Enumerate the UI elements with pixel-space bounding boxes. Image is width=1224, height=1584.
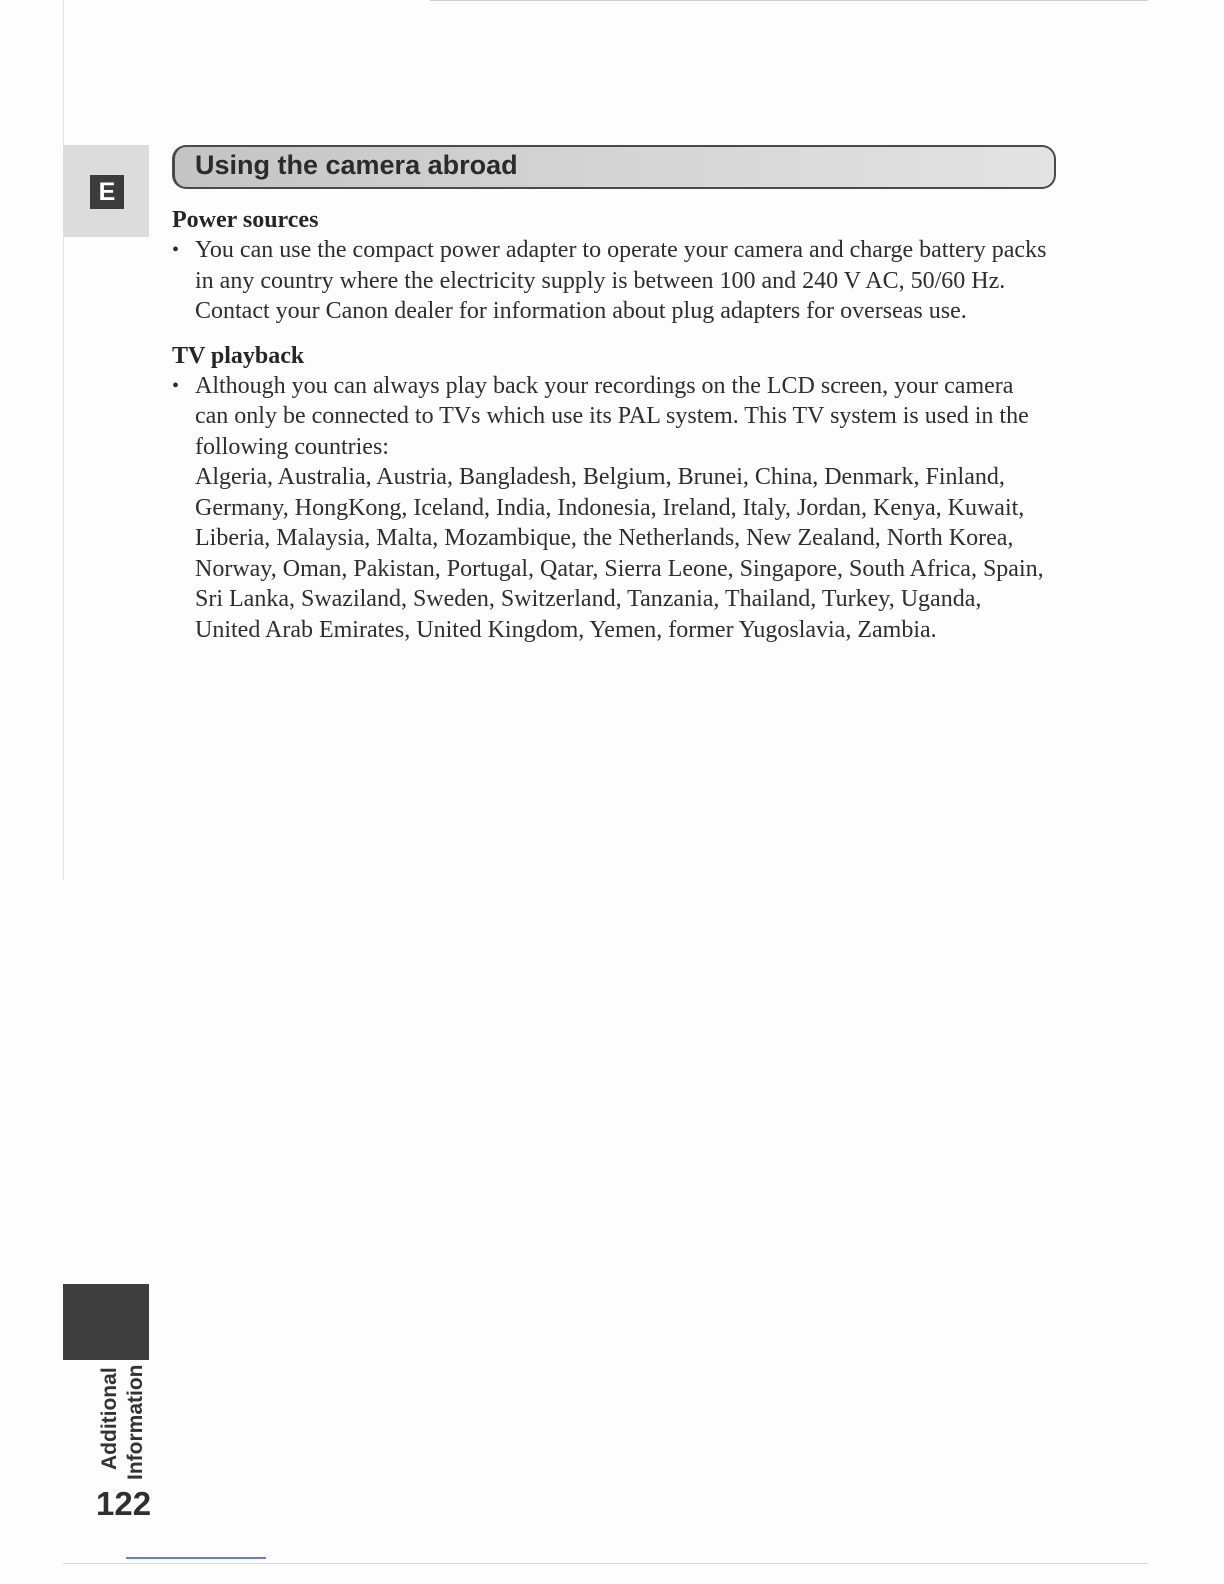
bottom-accent-rule xyxy=(126,1557,266,1559)
bottom-rule xyxy=(63,1563,1148,1564)
bullet-item xyxy=(172,235,1052,327)
bullet-icon: • xyxy=(172,239,180,261)
bullet-icon: • xyxy=(172,374,180,397)
chapter-label-line1: Additional xyxy=(98,1367,121,1470)
bullet-item xyxy=(172,371,1052,646)
section-title: Power sources xyxy=(172,207,319,233)
page-number: 122 xyxy=(96,1485,152,1522)
chapter-label-line2: Information xyxy=(124,1364,147,1480)
main-content xyxy=(172,205,1052,645)
chapter-tab xyxy=(63,1284,149,1360)
page-title: Using the camera abroad xyxy=(195,150,518,180)
top-rule xyxy=(430,0,1148,1)
section-power-sources xyxy=(172,205,1052,327)
section-title: TV playback xyxy=(172,342,305,369)
language-letter-badge: E xyxy=(90,175,124,209)
bullet-text: Although you can always play back your recordings on the LCD screen, your camera can only be connected to TVs which use its PAL system. This TV system is used in the following countries: xyxy=(195,372,1029,460)
bullet-text: You can use the compact power adapter to operate your camera and charge battery packs in any country where the electricity supply is between 100 and 240 V AC, 50/60 Hz. Contact your Canon dealer for information about plug adapters for overseas use. xyxy=(195,237,1047,324)
country-list: Algeria, Australia, Austria, Bangladesh, Belgium, Brunei, China, Denmark, Finland, Germany, HongKong, Iceland, India, Indonesia, Ireland, Italy, Jordan, Kenya, Kuwait, Liberia, Malaysia, Malta, Mozambique, the Netherlands, New Zealand, North Korea, Norway, Oman, Pakistan, Portugal, Qatar, Sierra Leone, Singapore, South Africa, Spain, Sri Lanka, Swaziland, Sweden, Switzerland, Tanzania, Thailand, Turkey, Uganda, United Arab Emirates, United Kingdom, Yemen, former Yugoslavia, Zambia. xyxy=(195,464,1044,643)
section-heading-bar xyxy=(172,145,1056,189)
left-margin-rule xyxy=(63,0,64,880)
section-tv-playback xyxy=(172,341,1052,646)
